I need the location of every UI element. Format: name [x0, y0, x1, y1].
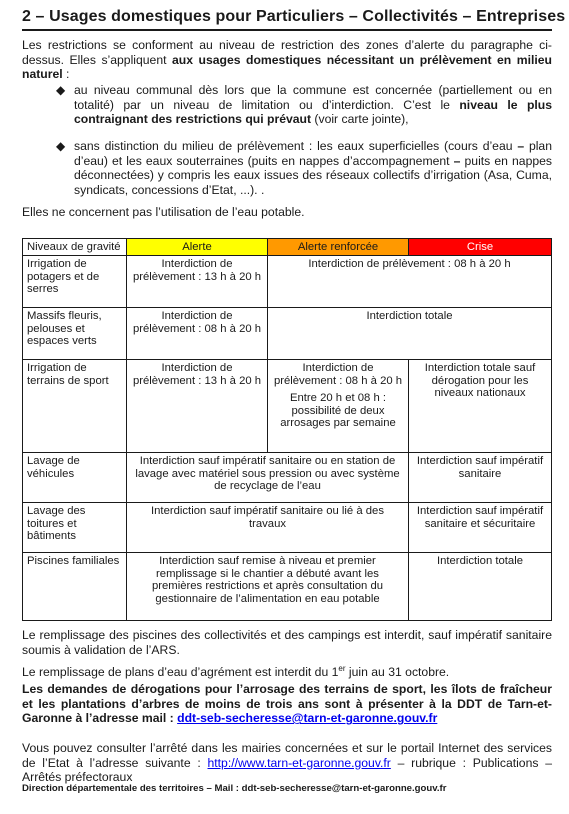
row-label: Lavage de véhicules — [23, 453, 127, 503]
consult-text: Vous pouvez consulter l’arrêté dans les mairies concernées et sur le portail Internet des services de l’Etat à l’adresse suivante : — [22, 741, 552, 770]
table-row — [23, 308, 552, 360]
footer-contact: Direction départementale des territoires – Mail : ddt-seb-secheresse@tarn-et-garonne.gouv.fr — [22, 783, 447, 794]
cell-renforcee-crise: Interdiction de prélèvement : 08 h à 20 h — [268, 256, 552, 308]
intro-paragraph — [22, 38, 552, 82]
bullet-communal — [74, 83, 552, 127]
dash: – — [453, 153, 461, 168]
cell-alerte: Interdiction de prélèvement : 13 h à 20 h — [127, 360, 268, 453]
row-label: Massifs fleuris, pelouses et espaces verts — [23, 308, 127, 360]
cell-alerte-renforcee: Interdiction sauf remise à niveau et premier remplissage si le chantier a débuté avant les premières restrictions et après consultation du gestionnaire de l’alimentation en eau potable — [127, 553, 409, 621]
row-label: Irrigation de potagers et de serres — [23, 256, 127, 308]
restrictions-table — [22, 238, 552, 621]
bullet2-text: sans distinction du milieu de prélèvement : les eaux superficielles (cours d’eau — [74, 139, 518, 153]
bullet1-end: (voir carte jointe), — [311, 112, 409, 127]
ponds-paragraph — [22, 662, 552, 680]
cell-renforcee-main: Interdiction de prélèvement : 08 h à 20 h — [273, 362, 403, 387]
bullet1-text: au niveau communal dès lors que la commune est concernée (partiellement ou en totalité) par un niveau de limitation ou d’interdiction. C’est le — [74, 83, 552, 112]
ponds-sup: er — [338, 664, 346, 673]
cell-alerte-renforcee: Interdiction sauf impératif sanitaire ou en station de lavage avec matériel sous pression ou avec système de recyclage de l’eau — [127, 453, 409, 503]
intro-colon: : — [62, 67, 70, 82]
row-label: Irrigation de terrains de sport — [23, 360, 127, 453]
table-row — [23, 553, 552, 621]
derogation-email-link[interactable]: ddt-seb-secheresse@tarn-et-garonne.gouv.fr — [177, 711, 438, 726]
header-alerte: Alerte — [127, 239, 268, 256]
cell-alerte-renforcee: Interdiction sauf impératif sanitaire ou lié à des travaux — [127, 503, 409, 553]
cell-crise: Interdiction totale — [409, 553, 552, 621]
derogation-text: Les demandes de dérogations pour l’arrosage des terrains de sport, les îlots de fraîcheur et les plantations d’arbres de moins de trois ans sont à présenter à la DDT de Tarn-et-Garonne à l’adresse mail : — [22, 682, 552, 726]
section-title: 2 – Usages domestiques pour Particuliers – Collectivités – Entreprises — [22, 8, 552, 31]
table-row — [23, 256, 552, 308]
ponds-text: Le remplissage de plans d’eau d’agrément est interdit du 1 — [22, 665, 339, 680]
intro-text: Les restrictions se conforment au niveau de restriction des zones d’alerte du paragraphe ci-dessus. Elles s’appliquent — [22, 38, 552, 67]
table-row — [23, 453, 552, 503]
bullet-milieu — [74, 139, 552, 197]
pools-paragraph: Le remplissage des piscines des collectivités et des campings est interdit, sauf impératif sanitaire soumis à validation de l’ARS. — [22, 628, 552, 657]
consult-end: – rubrique : Publications – Arrêtés préfectoraux — [22, 755, 552, 785]
cell-alerte: Interdiction de prélèvement : 08 h à 20 h — [127, 308, 268, 360]
cell-crise: Interdiction sauf impératif sanitaire — [409, 453, 552, 503]
cell-alerte: Interdiction de prélèvement : 13 h à 20 h — [127, 256, 268, 308]
header-crise: Crise — [409, 239, 552, 256]
bullet1-bold: niveau le plus contraignant des restrictions qui prévaut — [74, 97, 552, 127]
table-row — [23, 503, 552, 553]
prefecture-url-link[interactable]: http://www.tarn-et-garonne.gouv.fr — [207, 755, 391, 770]
row-label: Piscines familiales — [23, 553, 127, 621]
drinking-water-note: Elles ne concernent pas l’utilisation de l’eau potable. — [22, 205, 305, 219]
ponds-end: juin au 31 octobre. — [345, 665, 450, 680]
row-label: Lavage des toitures et bâtiments — [23, 503, 127, 553]
intro-bold: aux usages domestiques nécessitant un prélèvement en milieu naturel — [22, 52, 552, 82]
table-row — [23, 360, 552, 453]
bullet-icon: ◆ — [56, 139, 66, 153]
bullet2-text: puits en nappes déconnectées) y compris les eaux issues des réseaux collectifs d’irrigation (Asa, Cuma, syndicats, concessions d’Etat, ...). . — [74, 153, 552, 197]
bullet-icon: ◆ — [56, 83, 66, 97]
header-gravity: Niveaux de gravité — [23, 239, 127, 256]
dash: – — [517, 139, 525, 153]
bullet2-text: plan d’eau) et les eaux souterraines (puits en nappes d’accompagnement — [74, 139, 552, 168]
cell-crise: Interdiction sauf impératif sanitaire et sécuritaire — [409, 503, 552, 553]
derogation-paragraph — [22, 682, 552, 726]
cell-renforcee — [268, 360, 409, 453]
cell-crise: Interdiction totale sauf dérogation pour les niveaux nationaux — [409, 360, 552, 453]
cell-renforcee-note: Entre 20 h et 08 h : possibilité de deux arrosages par semaine — [280, 392, 396, 430]
consult-paragraph — [22, 741, 552, 785]
cell-renforcee-crise: Interdiction totale — [268, 308, 552, 360]
header-alerte-renforcee: Alerte renforcée — [268, 239, 409, 256]
table-header-row — [23, 239, 552, 256]
